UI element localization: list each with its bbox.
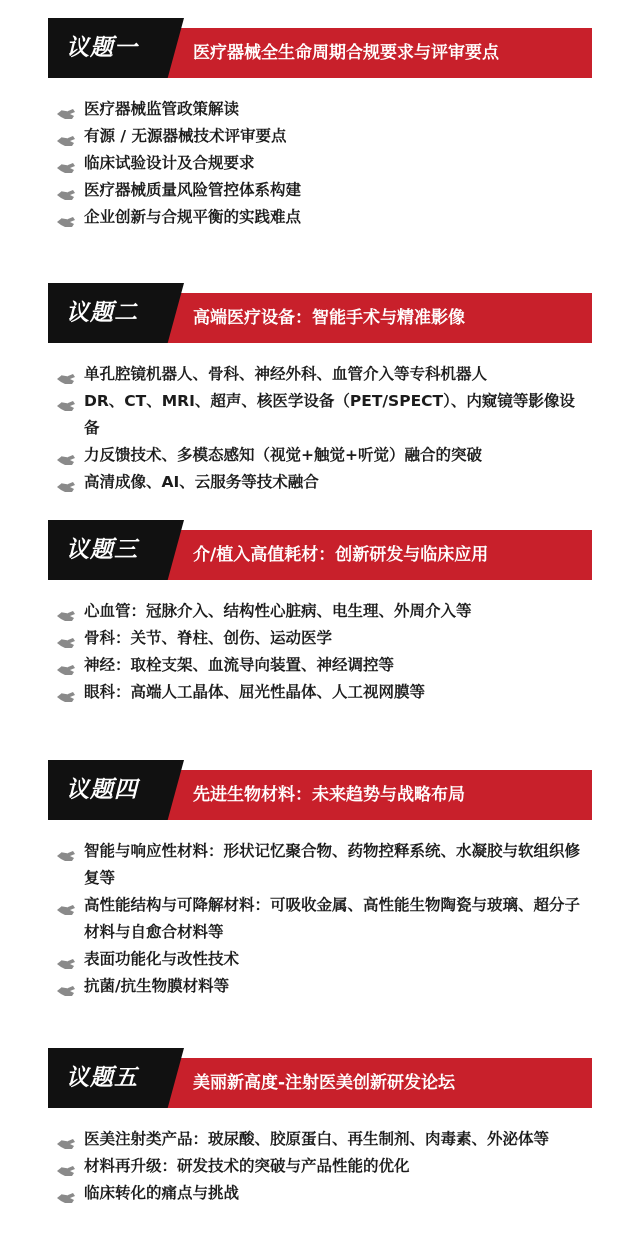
topic-item-text: 眼科：高端人工晶体、屈光性晶体、人工视网膜等 xyxy=(84,683,426,701)
topic-list-item xyxy=(56,177,586,204)
topic-item-text: 力反馈技术、多模态感知（视觉+触觉+听觉）融合的突破 xyxy=(84,446,482,464)
topic-list-item xyxy=(56,388,586,442)
topic-list xyxy=(56,1126,586,1207)
topic-title: 医疗器械全生命周期合规要求与评审要点 xyxy=(193,43,499,63)
topic-item-text: DR、CT、MRI、超声、核医学设备（PET/SPECT）、内窥镜等影像设备 xyxy=(84,392,575,437)
hand-bullet-icon xyxy=(56,659,76,673)
topic-header xyxy=(48,1048,592,1108)
topic-item-text: 高性能结构与可降解材料：可吸收金属、高性能生物陶瓷与玻璃、超分子材料与自愈合材料等 xyxy=(84,896,581,941)
hand-bullet-icon xyxy=(56,1133,76,1147)
topic-list-item xyxy=(56,1153,586,1180)
topic-header xyxy=(48,520,592,580)
topic-item-text: 临床试验设计及合规要求 xyxy=(84,154,255,172)
hand-bullet-icon xyxy=(56,845,76,859)
topic-list-item xyxy=(56,150,586,177)
topic-header xyxy=(48,283,592,343)
hand-bullet-icon xyxy=(56,449,76,463)
topic-list-item xyxy=(56,469,586,496)
hand-bullet-icon xyxy=(56,899,76,913)
topic-item-text: 抗菌/抗生物膜材料等 xyxy=(84,977,230,995)
topic-item-text: 有源 / 无源器械技术评审要点 xyxy=(84,127,287,145)
hand-bullet-icon xyxy=(56,1187,76,1201)
topic-item-text: 心血管：冠脉介入、结构性心脏病、电生理、外周介入等 xyxy=(84,602,472,620)
hand-bullet-icon xyxy=(56,211,76,225)
topic-list-item xyxy=(56,973,586,1000)
topic-list xyxy=(56,838,586,1000)
topic-list-item xyxy=(56,679,586,706)
topic-list-item xyxy=(56,96,586,123)
hand-bullet-icon xyxy=(56,605,76,619)
topic-tag: 议题一 xyxy=(66,35,138,61)
hand-bullet-icon xyxy=(56,980,76,994)
topic-item-text: 临床转化的痛点与挑战 xyxy=(84,1184,240,1202)
topic-tag: 议题二 xyxy=(66,300,138,326)
topic-tag: 议题三 xyxy=(66,537,138,563)
topic-list-item xyxy=(56,204,586,231)
hand-bullet-icon xyxy=(56,1160,76,1174)
topic-item-text: 单孔腔镜机器人、骨科、神经外科、血管介入等专科机器人 xyxy=(84,365,488,383)
topic-list-item xyxy=(56,1180,586,1207)
topic-list xyxy=(56,96,586,231)
topic-list-item xyxy=(56,892,586,946)
hand-bullet-icon xyxy=(56,632,76,646)
topic-list xyxy=(56,598,586,706)
topic-item-text: 神经：取栓支架、血流导向装置、神经调控等 xyxy=(84,656,395,674)
topic-item-text: 医疗器械监管政策解读 xyxy=(84,100,240,118)
topic-list-item xyxy=(56,838,586,892)
topic-list-item xyxy=(56,442,586,469)
topic-title: 美丽新高度-注射医美创新研发论坛 xyxy=(193,1073,456,1093)
hand-bullet-icon xyxy=(56,368,76,382)
topic-list xyxy=(56,361,586,496)
hand-bullet-icon xyxy=(56,103,76,117)
topic-list-item xyxy=(56,625,586,652)
topic-tag: 议题四 xyxy=(66,777,138,803)
topic-tag: 议题五 xyxy=(66,1065,138,1091)
topic-title: 高端医疗设备：智能手术与精准影像 xyxy=(193,308,465,328)
topic-list-item xyxy=(56,361,586,388)
topic-list-item xyxy=(56,652,586,679)
topic-item-text: 医疗器械质量风险管控体系构建 xyxy=(84,181,302,199)
topic-item-text: 企业创新与合规平衡的实践难点 xyxy=(84,208,302,226)
topic-item-text: 骨科：关节、脊柱、创伤、运动医学 xyxy=(84,629,333,647)
hand-bullet-icon xyxy=(56,395,76,409)
topic-list-item xyxy=(56,1126,586,1153)
topic-header xyxy=(48,760,592,820)
topic-header xyxy=(48,18,592,78)
topic-list-item xyxy=(56,598,586,625)
topic-title: 介/植入高值耗材：创新研发与临床应用 xyxy=(193,545,489,565)
topic-item-text: 医美注射类产品：玻尿酸、胶原蛋白、再生制剂、肉毒素、外泌体等 xyxy=(84,1130,550,1148)
topic-list-item xyxy=(56,123,586,150)
hand-bullet-icon xyxy=(56,476,76,490)
topic-item-text: 材料再升级：研发技术的突破与产品性能的优化 xyxy=(84,1157,410,1175)
hand-bullet-icon xyxy=(56,686,76,700)
hand-bullet-icon xyxy=(56,130,76,144)
topic-item-text: 高清成像、AI、云服务等技术融合 xyxy=(84,473,319,491)
topic-title: 先进生物材料：未来趋势与战略布局 xyxy=(193,785,465,805)
hand-bullet-icon xyxy=(56,953,76,967)
hand-bullet-icon xyxy=(56,157,76,171)
topic-list-item xyxy=(56,946,586,973)
hand-bullet-icon xyxy=(56,184,76,198)
topic-item-text: 智能与响应性材料：形状记忆聚合物、药物控释系统、水凝胶与软组织修复等 xyxy=(84,842,581,887)
topic-item-text: 表面功能化与改性技术 xyxy=(84,950,240,968)
